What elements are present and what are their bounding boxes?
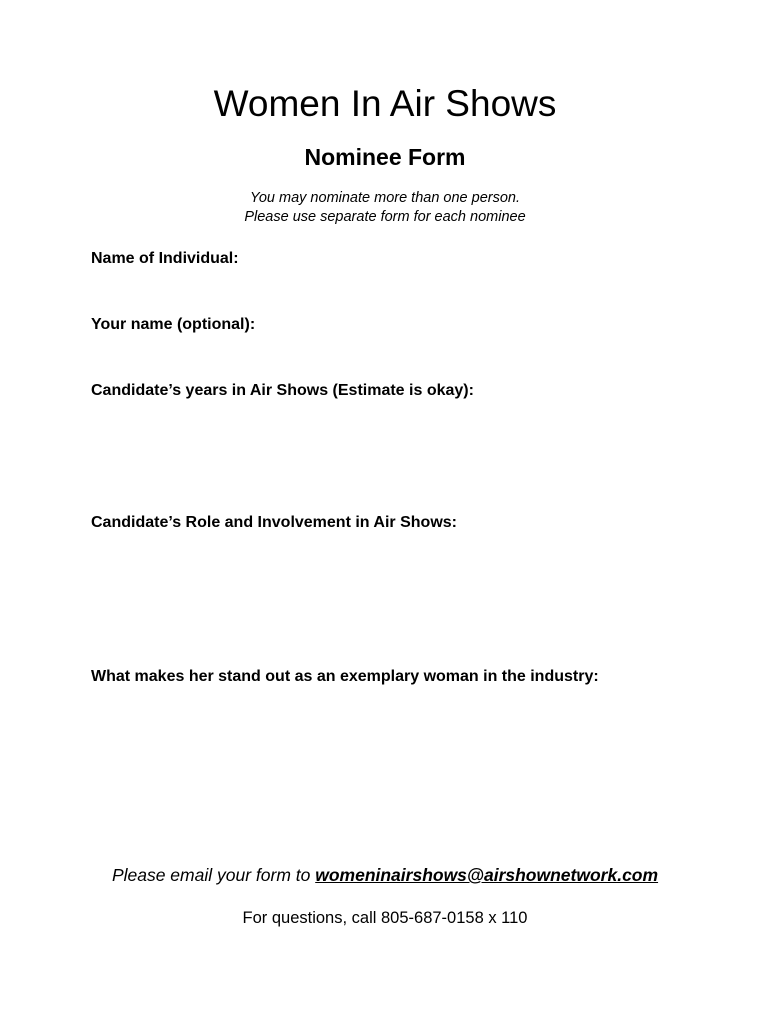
email-instruction-text: Please email your form to	[111, 865, 316, 885]
page-title: Women In Air Shows	[213, 83, 557, 124]
instruction-note-1: You may nominate more than one person.	[249, 190, 521, 206]
field-label-role-and-involvement: Candidate’s Role and Involvement in Air Shows:	[91, 514, 457, 531]
instruction-note-2: Please use separate form for each nominee	[244, 209, 526, 225]
phone-contact: For questions, call 805-687-0158 x 110	[242, 909, 528, 927]
field-label-name-of-individual: Name of Individual:	[91, 250, 239, 267]
form-subtitle: Nominee Form	[304, 144, 466, 170]
email-instruction	[0, 864, 770, 886]
field-label-your-name: Your name (optional):	[91, 316, 256, 333]
field-label-exemplary-reason: What makes her stand out as an exemplary woman in the industry:	[91, 668, 599, 685]
field-label-years-in-air-shows: Candidate’s years in Air Shows (Estimate is okay):	[91, 382, 474, 399]
email-link[interactable]: womeninairshows@airshownetwork.com	[315, 865, 659, 885]
